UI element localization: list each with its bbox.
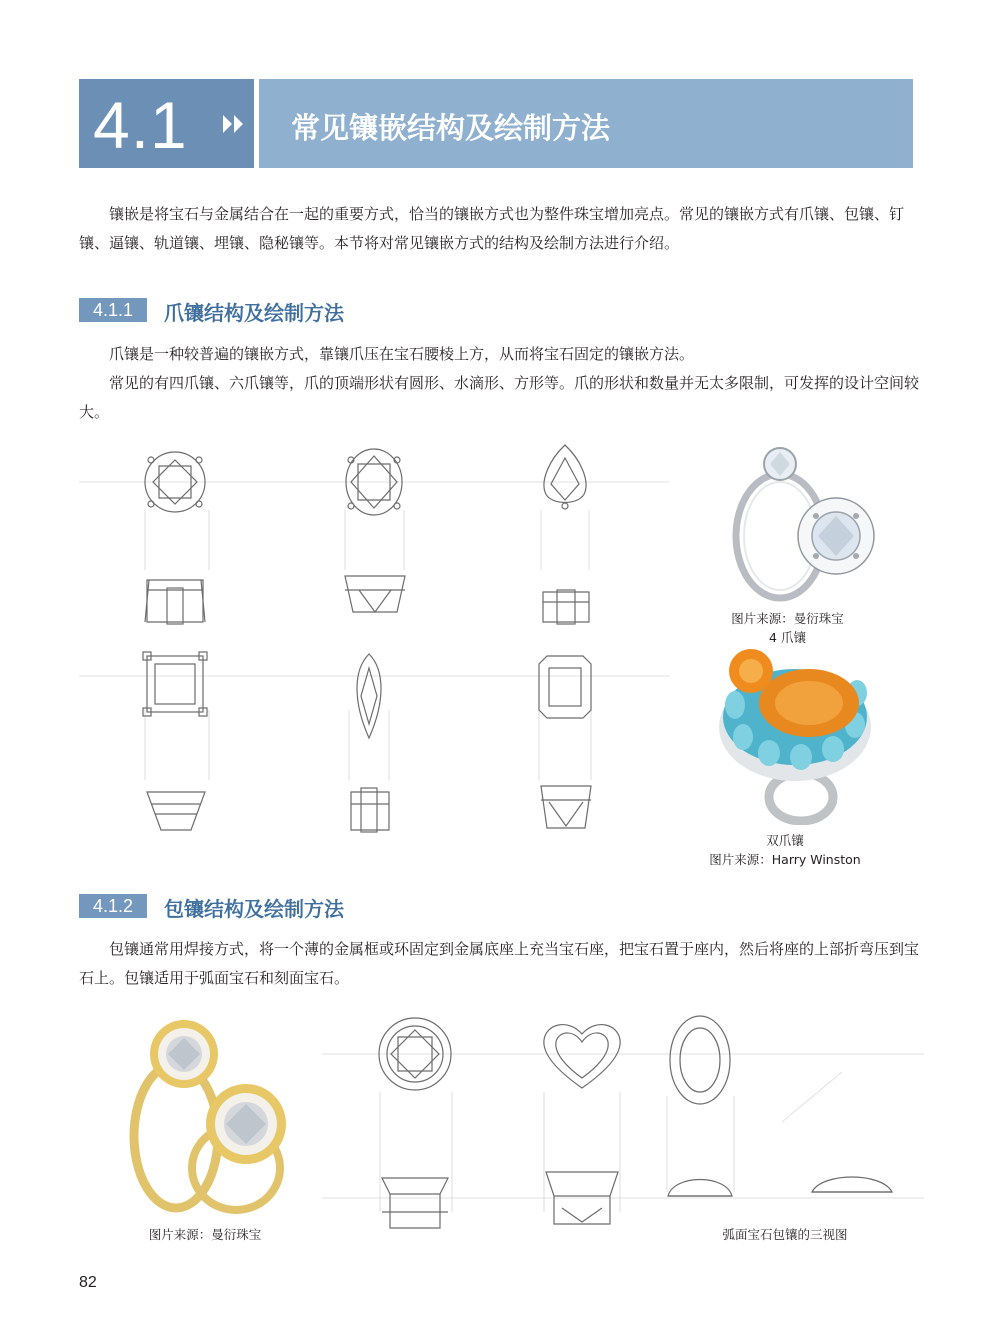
square-gem-side-sketch — [147, 792, 205, 830]
emerald-gem-top-sketch — [539, 656, 591, 718]
photo-caption: 双爪镶 图片来源：Harry Winston — [709, 833, 861, 867]
two-prong-ring-photo — [705, 645, 875, 825]
section-paragraph: 包镶通常用焊接方式，将一个薄的金属框或环固定到金属底座上充当宝石座，把宝石置于座内，然后将座的上部折弯压到宝石上。包镶适用于弧面宝石和刻面宝石。 — [79, 940, 920, 987]
pear-gem-side-sketch — [543, 590, 589, 624]
marquise-gem-top-sketch — [357, 654, 381, 738]
double-chevron-right-icon — [221, 113, 247, 135]
section-paragraph: 常见的有四爪镶、六爪镶等，爪的顶端形状有圆形、水滴形、方形等。爪的形状和数量并无太多限制，可发挥的设计空间较大。 — [79, 374, 920, 421]
cabochon-side-sketch — [812, 1177, 892, 1192]
section-number-badge: 4.1.2 — [79, 894, 147, 918]
prong-setting-sketches — [79, 440, 669, 840]
section-title: 包镶结构及绘制方法 — [164, 897, 344, 921]
photo-caption: 图片来源：曼衍珠宝 4 爪镶 — [731, 611, 844, 645]
photo-caption: 图片来源：曼衍珠宝 — [148, 1227, 262, 1242]
round-bezel-side-sketch — [382, 1178, 448, 1228]
section-number-badge: 4.1.1 — [79, 298, 147, 322]
square-gem-top-sketch — [143, 652, 207, 716]
four-prong-ring-photo — [718, 440, 878, 610]
emerald-gem-side-sketch — [541, 786, 591, 828]
round-gem-side-sketch — [145, 580, 205, 624]
bezel-ring-photo — [118, 1018, 298, 1218]
oval-gem-side-sketch — [345, 576, 405, 612]
chapter-title-block — [259, 79, 913, 168]
section-title: 爪镶结构及绘制方法 — [164, 301, 344, 325]
pear-gem-top-sketch — [544, 445, 586, 509]
chapter-number: 4.1 — [93, 88, 188, 162]
marquise-gem-side-sketch — [351, 788, 389, 832]
section-paragraph: 爪镶是一种较普遍的镶嵌方式，靠镶爪压在宝石腰棱上方，从而将宝石固定的镶嵌方法。 — [109, 345, 695, 363]
chapter-title: 常见镶嵌结构及绘制方法 — [291, 111, 611, 145]
chapter-number-block — [79, 79, 254, 168]
heart-bezel-top-sketch — [544, 1025, 620, 1088]
intro-paragraph: 镶嵌是将宝石与金属结合在一起的重要方式，恰当的镶嵌方式也为整件珠宝增加亮点。常见的镶嵌方式有爪镶、包镶、钉镶、逼镶、轨道镶、埋镶、隐秘镶等。本节将对常见镶嵌方式的结构及绘制方法进行介绍。 — [79, 205, 905, 252]
oval-bezel-top-sketch — [670, 1016, 730, 1104]
page-number: 82 — [79, 1274, 97, 1291]
cabochon-front-sketch — [668, 1180, 732, 1197]
sketch-caption: 弧面宝石包镶的三视图 — [722, 1227, 848, 1242]
bezel-setting-sketches — [322, 1012, 924, 1240]
